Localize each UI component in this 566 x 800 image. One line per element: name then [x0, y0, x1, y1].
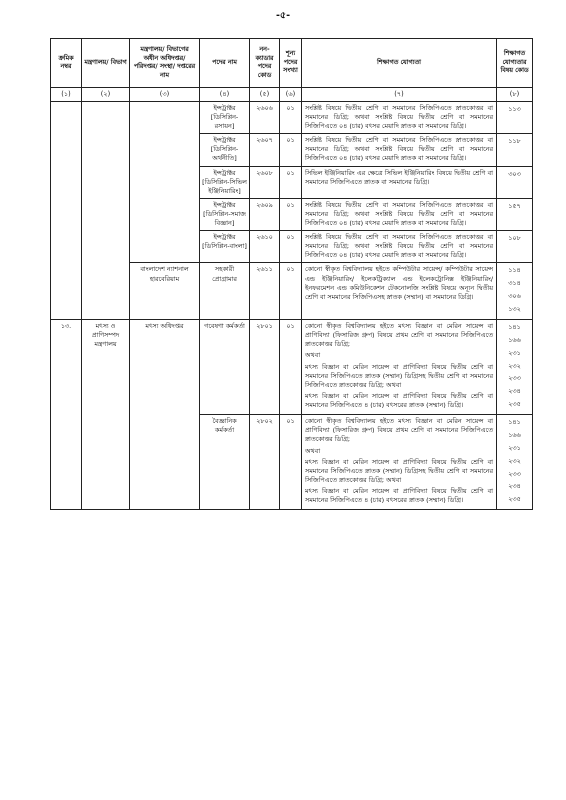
qualification-text: অথবা [305, 351, 321, 360]
subject-code: ৩০৬ [508, 292, 521, 301]
subject-codes [497, 415, 533, 510]
header-qualification: শিক্ষাগত যোগ্যতা [302, 39, 497, 88]
subject-code: ২৩৪ [508, 387, 521, 396]
qualification-text: সিভিল ইঞ্জিনিয়ারিং এর ক্ষেত্রে সিভিল ইঞ্জিনিয়ারিং বিষয়ে দ্বিতীয় শ্রেণি বা সমমানের সিজিপিএতে স্নাতক বা সমমানের ডিগ্রি। [305, 168, 493, 186]
post-code: ২৮০২ [250, 415, 280, 510]
header-serial: ক্রমিক নম্বর [51, 39, 82, 88]
qualification [302, 134, 497, 166]
subject-code: ১১৩ [508, 105, 521, 113]
qualification-text: কোনো স্বীকৃত বিশ্ববিদ্যালয় হইতে মৎস্য বিজ্ঞান বা মেরিন সায়েন্স বা প্রাণিবিদ্যা (ফিসারিজ গ্রুপ) বিষয়ে প্রথম শ্রেণি বা সমমানের সিজিপিএতে স্নাতকোত্তর ডিগ্রি; [305, 417, 493, 444]
vacancy-count: ০১ [280, 415, 302, 510]
table-row [51, 102, 533, 134]
qualification-text: মৎস্য বিজ্ঞান বা মেরিন সায়েন্স বা প্রাণিবিদ্যা বিষয়ে দ্বিতীয় শ্রেণি বা সমমানের সিজিপিএতে স্নাতক (সম্মান) ডিগ্রিসহ দ্বিতীয় শ্রেণি বা সমমানের সিজিপিএতে স্নাতকোত্তর ডিগ্রি; অথবা [305, 457, 493, 484]
qualification-text: সংশ্লিষ্ট বিষয়ে দ্বিতীয় শ্রেণি বা সমমানের সিজিপিএতে স্নাতকোত্তর বা সমমানের ডিগ্রি; অথবা সংশ্লিষ্ট বিষয়ে দ্বিতীয় শ্রেণি বা সমমানের সিজিপিএতে ০৪ (চার) বৎসর মেয়াদি স্নাতক বা সমমানের ডিগ্রি। [305, 104, 493, 131]
post-name: ইন্সট্রাক্টর [ডিসিপ্লিন-বাংলা] [200, 231, 250, 263]
subject-codes [497, 263, 533, 320]
column-number: (৭) [302, 88, 497, 102]
subject-codes [497, 319, 533, 414]
column-number-row [51, 88, 533, 102]
post-name: ইন্সট্রাক্টর [ডিসিপ্লিন-রসায়ন] [200, 102, 250, 134]
qualification [302, 263, 497, 320]
post-code: ২৬০৮ [250, 166, 280, 198]
post-code: ২৬০৬ [250, 102, 280, 134]
post-name: বৈজ্ঞানিক কর্মকর্তা [200, 415, 250, 510]
qualification-text: মৎস্য বিজ্ঞান বা মেরিন সায়েন্স বা প্রাণিবিদ্যা বিষয়ে দ্বিতীয় শ্রেণি বা সমমানের সিজিপিএতে স্নাতক (সম্মান) ডিগ্রিসহ দ্বিতীয় শ্রেণি বা সমমানের সিজিপিএতে স্নাতকোত্তর ডিগ্রি; অথবা [305, 362, 493, 389]
header-post-code: নন-ক্যাডার পদের কোড [250, 39, 280, 88]
subject-code: ১১৮ [508, 137, 521, 146]
department-name: মৎস্য অধিদপ্তর [130, 319, 200, 509]
post-code: ২৬১১ [250, 263, 280, 320]
post-name: সহকারী প্রোগ্রামার [200, 263, 250, 320]
subject-code: ৩০৩ [508, 169, 521, 178]
qualification [302, 415, 497, 510]
serial-number: ১৩. [51, 319, 82, 509]
vacancy-count: ০১ [280, 198, 302, 230]
subject-code: ১৪১ [508, 322, 521, 331]
header-vacancies: শূন্য পদের সংখ্যা [280, 39, 302, 88]
qualification-text: কোনো স্বীকৃত বিশ্ববিদ্যালয় হইতে কম্পিউটার সায়েন্স/ কম্পিউটার সায়েন্স এন্ড ইঞ্জিনিয়ারিং/ ইলেকট্রিক্যাল এন্ড ইলেকট্রোনিক্স ইঞ্জিনিয়ারিং/ ইনফরমেশন এন্ড কমিউনিকেশন টেকনোলজি সংশ্লিষ্ট বিষয়ে অন্যূন দ্বিতীয় শ্রেণি বা সমমানের সিজিপিএসহ স্নাতক (সম্মান) বা সমমানের ডিগ্রি। [305, 265, 493, 301]
qualification-text: সংশ্লিষ্ট বিষয়ে দ্বিতীয় শ্রেণি বা সমমানের সিজিপিএতে স্নাতকোত্তর বা সমমানের ডিগ্রি; অথবা সংশ্লিষ্ট বিষয়ে দ্বিতীয় শ্রেণি বা সমমানের সিজিপিএতে ০৪ (চার) বৎসর মেয়াদি স্নাতক বা সমমানের ডিগ্রি। [305, 200, 493, 228]
column-number: (১) [51, 88, 82, 102]
vacancy-count: ০১ [280, 263, 302, 320]
subject-code: ২৩২ [508, 456, 521, 465]
ministry-name: মৎস্য ও প্রাণিসম্পদ মন্ত্রণালয় [82, 319, 130, 509]
qualification-text: কোনো স্বীকৃত বিশ্ববিদ্যালয় হইতে মৎস্য বিজ্ঞান বা মেরিন সায়েন্স বা প্রাণিবিদ্যা (ফিসারিজ গ্রুপ) বিষয়ে প্রথম শ্রেণি বা সমমানের সিজিপিএতে স্নাতকোত্তর ডিগ্রি; [305, 321, 493, 349]
subject-codes [497, 166, 533, 198]
qualification-text: অথবা [305, 446, 321, 455]
subject-codes [497, 102, 533, 134]
header-row [51, 39, 533, 88]
department-cell [130, 102, 200, 263]
subject-code: ২৩১ [508, 443, 521, 452]
post-code: ২৮০১ [250, 319, 280, 414]
subject-code: ১৫৭ [508, 201, 521, 210]
subject-code: ২৩১ [508, 348, 521, 357]
vacancy-count: ০১ [280, 134, 302, 166]
ministry-cell [82, 102, 130, 320]
vacancy-count: ০১ [280, 231, 302, 263]
subject-code: ২৩২ [508, 361, 521, 370]
column-number: (৫) [250, 88, 280, 102]
vacancy-count: ০১ [280, 319, 302, 414]
qualification [302, 198, 497, 230]
vacancy-count: ০১ [280, 166, 302, 198]
qualification-text: মৎস্য বিজ্ঞান বা মেরিন সায়েন্স বা প্রাণিবিদ্যা বিষয়ে দ্বিতীয় শ্রেণি বা সমমানের সিজিপিএতে ৪ (চার) বৎসরের স্নাতক (সম্মান) ডিগ্রি। [305, 487, 493, 505]
post-code: ২৬০৯ [250, 198, 280, 230]
subject-codes [497, 134, 533, 166]
qualification [302, 102, 497, 134]
column-number: (২) [82, 88, 130, 102]
column-number: (৩) [130, 88, 200, 102]
subject-code: ২৩৩ [508, 374, 521, 383]
post-name: ইন্সট্রাক্টর [ডিসিপ্লিন-সিভিল ইঞ্জিনিয়ারিং] [200, 166, 250, 198]
column-number: (৪) [200, 88, 250, 102]
subject-code: ১৬৬ [508, 335, 521, 344]
posts-table [50, 38, 533, 510]
qualification-text: সংশ্লিষ্ট বিষয়ে দ্বিতীয় শ্রেণি বা সমমানের সিজিপিএতে স্নাতকোত্তর বা সমমানের ডিগ্রি; অথবা সংশ্লিষ্ট বিষয়ে দ্বিতীয় শ্রেণি বা সমমানের সিজিপিএতে ০৪ (চার) বৎসর মেয়াদি স্নাতক বা সমমানের ডিগ্রি। [305, 136, 493, 163]
subject-codes [497, 198, 533, 230]
column-number: (৬) [280, 88, 302, 102]
post-code: ২৬১০ [250, 231, 280, 263]
subject-codes [497, 231, 533, 263]
subject-code: ২৩৫ [508, 400, 521, 409]
vacancy-count: ০১ [280, 102, 302, 134]
column-number: (৮) [497, 88, 533, 102]
subject-code: ২৩৫ [508, 495, 521, 504]
qualification-text: মৎস্য বিজ্ঞান বা মেরিন সায়েন্স বা প্রাণিবিদ্যা বিষয়ে দ্বিতীয় শ্রেণি বা সমমানের সিজিপিএতে ৪ (চার) বৎসরের স্নাতক (সম্মান) ডিগ্রি। [305, 392, 493, 410]
post-name: ইন্সট্রাক্টর [ডিসিপ্লিন-অর্থনীতি] [200, 134, 250, 166]
subject-code: ১৪১ [508, 418, 521, 427]
qualification [302, 166, 497, 198]
serial-cell [51, 102, 82, 320]
header-ministry: মন্ত্রণালয়/ বিভাগ [82, 39, 130, 88]
header-subject-code: শিক্ষাগত যোগ্যতার বিষয় কোড [497, 39, 533, 88]
subject-code: ৩১৪ [508, 279, 521, 288]
qualification [302, 231, 497, 263]
page-number: -৫- [275, 10, 291, 21]
header-post-name: পদের নাম [200, 39, 250, 88]
subject-code: ২৩৪ [508, 482, 521, 491]
subject-code: ১৬৬ [508, 430, 521, 439]
subject-code: ১১৪ [508, 266, 521, 275]
subject-code: ১৩২ [508, 305, 521, 314]
department-name: বাংলাদেশ ন্যাশনাল হারবেরিয়াম [130, 263, 200, 320]
post-code: ২৬০৭ [250, 134, 280, 166]
subject-code: ২৩৩ [508, 469, 521, 478]
post-name: গবেষণা কর্মকর্তা [200, 319, 250, 414]
qualification [302, 319, 497, 414]
qualification-text: সংশ্লিষ্ট বিষয়ে দ্বিতীয় শ্রেণি বা সমমানের সিজিপিএতে স্নাতকোত্তর বা সমমানের ডিগ্রি; অথবা সংশ্লিষ্ট বিষয়ে দ্বিতীয় শ্রেণি বা সমমানের সিজিপিএতে ০৪ (চার) বৎসর মেয়াদি স্নাতক বা সমমানের ডিগ্রি। [305, 233, 493, 260]
post-name: ইন্সট্রাক্টর [ডিসিপ্লিন-সমাজ বিজ্ঞান] [200, 198, 250, 230]
table-row [51, 319, 533, 414]
header-department: মন্ত্রণালয়/ বিভাগের অধীন অধিদপ্তর/ পরিদপ্তর/ সংস্থা/ দপ্তরের নাম [130, 39, 200, 88]
subject-code: ১০৮ [508, 234, 521, 243]
